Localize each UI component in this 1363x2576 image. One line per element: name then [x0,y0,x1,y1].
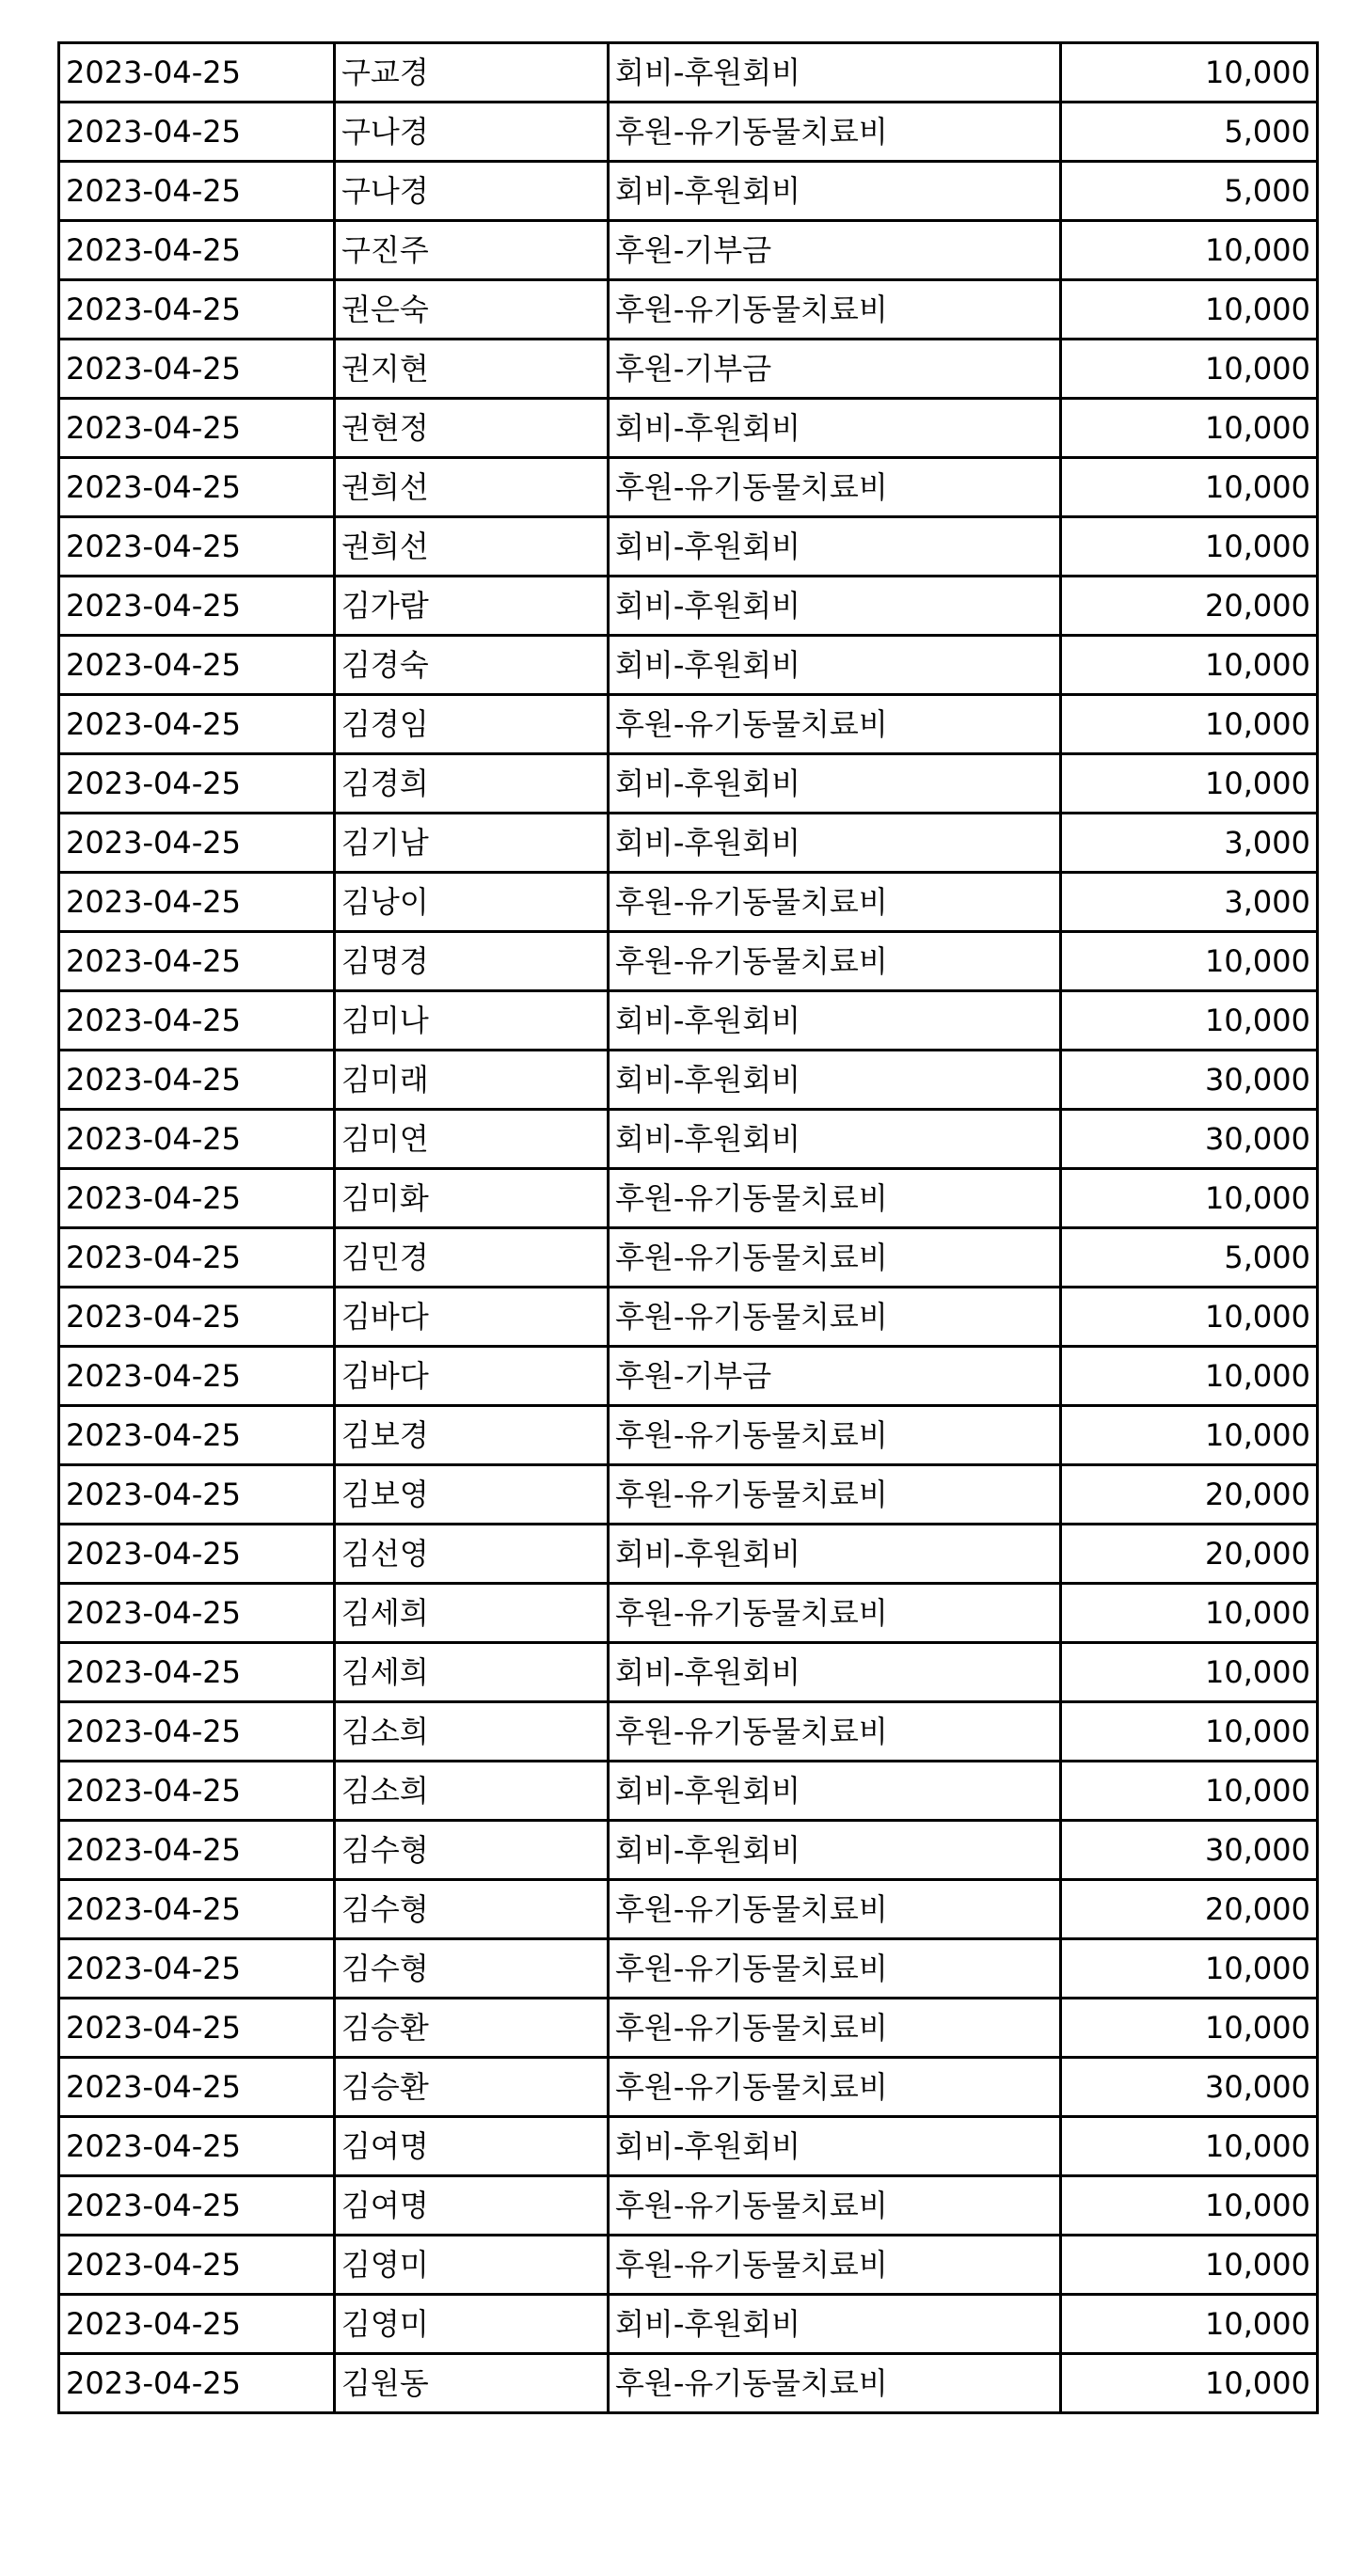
table-row [59,2058,1318,2117]
amount-cell: 10,000 [1061,2295,1318,2354]
donor-name-cell: 김수형 [335,1939,609,1999]
donor-name-cell: 김영미 [335,2295,609,2354]
category-cell: 회비-후원회비 [609,399,1061,458]
amount-cell: 3,000 [1061,814,1318,873]
category-cell: 후원-유기동물치료비 [609,103,1061,162]
category-cell: 후원-유기동물치료비 [609,2236,1061,2295]
amount-cell: 10,000 [1061,517,1318,577]
table-row [59,43,1318,103]
table-row [59,991,1318,1051]
table-row [59,1821,1318,1880]
donor-name-cell: 구나경 [335,103,609,162]
amount-cell: 10,000 [1061,280,1318,340]
date-cell: 2023-04-25 [59,458,335,517]
table-row [59,577,1318,636]
table-row [59,1110,1318,1169]
table-row [59,2295,1318,2354]
amount-cell: 10,000 [1061,1999,1318,2058]
donor-name-cell: 구진주 [335,221,609,280]
category-cell: 후원-유기동물치료비 [609,280,1061,340]
donor-name-cell: 권은숙 [335,280,609,340]
table-row [59,1880,1318,1939]
date-cell: 2023-04-25 [59,1051,335,1110]
table-row [59,517,1318,577]
amount-cell: 10,000 [1061,1169,1318,1228]
category-cell: 회비-후원회비 [609,754,1061,814]
amount-cell: 10,000 [1061,932,1318,991]
date-cell: 2023-04-25 [59,695,335,754]
category-cell: 후원-유기동물치료비 [609,1465,1061,1525]
table-row [59,399,1318,458]
table-row [59,280,1318,340]
date-cell: 2023-04-25 [59,43,335,103]
table-row [59,1406,1318,1465]
category-cell: 회비-후원회비 [609,636,1061,695]
category-cell: 회비-후원회비 [609,991,1061,1051]
amount-cell: 10,000 [1061,1584,1318,1643]
category-cell: 후원-유기동물치료비 [609,1702,1061,1762]
donor-name-cell: 구나경 [335,162,609,221]
amount-cell: 10,000 [1061,991,1318,1051]
date-cell: 2023-04-25 [59,2058,335,2117]
category-cell: 후원-유기동물치료비 [609,1999,1061,2058]
amount-cell: 10,000 [1061,43,1318,103]
donor-name-cell: 김수형 [335,1880,609,1939]
category-cell: 후원-기부금 [609,340,1061,399]
donor-name-cell: 김바다 [335,1288,609,1347]
category-cell: 후원-기부금 [609,1347,1061,1406]
donor-name-cell: 김경희 [335,754,609,814]
table-row [59,873,1318,932]
date-cell: 2023-04-25 [59,1584,335,1643]
date-cell: 2023-04-25 [59,1939,335,1999]
table-row [59,1643,1318,1702]
amount-cell: 30,000 [1061,1821,1318,1880]
table-row [59,1939,1318,1999]
amount-cell: 10,000 [1061,1406,1318,1465]
table-row [59,754,1318,814]
date-cell: 2023-04-25 [59,399,335,458]
date-cell: 2023-04-25 [59,1702,335,1762]
amount-cell: 10,000 [1061,2176,1318,2236]
donor-name-cell: 김경숙 [335,636,609,695]
table-row [59,695,1318,754]
date-cell: 2023-04-25 [59,2295,335,2354]
donor-name-cell: 김원동 [335,2354,609,2413]
date-cell: 2023-04-25 [59,577,335,636]
date-cell: 2023-04-25 [59,932,335,991]
amount-cell: 10,000 [1061,1762,1318,1821]
table-row [59,1051,1318,1110]
date-cell: 2023-04-25 [59,103,335,162]
amount-cell: 5,000 [1061,162,1318,221]
amount-cell: 10,000 [1061,2117,1318,2176]
date-cell: 2023-04-25 [59,2236,335,2295]
date-cell: 2023-04-25 [59,1169,335,1228]
donor-name-cell: 구교경 [335,43,609,103]
table-row [59,814,1318,873]
category-cell: 후원-유기동물치료비 [609,2176,1061,2236]
category-cell: 회비-후원회비 [609,1821,1061,1880]
donor-name-cell: 김소희 [335,1702,609,1762]
table-row [59,932,1318,991]
donor-name-cell: 김승환 [335,2058,609,2117]
donor-name-cell: 김선영 [335,1525,609,1584]
amount-cell: 3,000 [1061,873,1318,932]
donor-name-cell: 권희선 [335,517,609,577]
table-row [59,458,1318,517]
donor-name-cell: 김바다 [335,1347,609,1406]
amount-cell: 10,000 [1061,340,1318,399]
amount-cell: 10,000 [1061,399,1318,458]
category-cell: 회비-후원회비 [609,2117,1061,2176]
donor-name-cell: 김기남 [335,814,609,873]
amount-cell: 10,000 [1061,2354,1318,2413]
amount-cell: 30,000 [1061,1051,1318,1110]
date-cell: 2023-04-25 [59,1999,335,2058]
amount-cell: 10,000 [1061,1702,1318,1762]
donor-name-cell: 김미연 [335,1110,609,1169]
date-cell: 2023-04-25 [59,754,335,814]
donor-name-cell: 김명경 [335,932,609,991]
date-cell: 2023-04-25 [59,1288,335,1347]
date-cell: 2023-04-25 [59,1643,335,1702]
table-row [59,340,1318,399]
amount-cell: 30,000 [1061,1110,1318,1169]
category-cell: 회비-후원회비 [609,1643,1061,1702]
amount-cell: 20,000 [1061,1465,1318,1525]
category-cell: 후원-유기동물치료비 [609,695,1061,754]
category-cell: 회비-후원회비 [609,517,1061,577]
category-cell: 회비-후원회비 [609,43,1061,103]
donor-name-cell: 김민경 [335,1228,609,1288]
category-cell: 후원-유기동물치료비 [609,1584,1061,1643]
category-cell: 후원-유기동물치료비 [609,1880,1061,1939]
category-cell: 후원-유기동물치료비 [609,873,1061,932]
date-cell: 2023-04-25 [59,162,335,221]
date-cell: 2023-04-25 [59,636,335,695]
table-row [59,103,1318,162]
donor-name-cell: 김여명 [335,2117,609,2176]
donor-name-cell: 권현정 [335,399,609,458]
category-cell: 후원-유기동물치료비 [609,458,1061,517]
donor-name-cell: 김수형 [335,1821,609,1880]
category-cell: 후원-기부금 [609,221,1061,280]
donor-name-cell: 김보영 [335,1465,609,1525]
date-cell: 2023-04-25 [59,1762,335,1821]
amount-cell: 10,000 [1061,1643,1318,1702]
date-cell: 2023-04-25 [59,1525,335,1584]
category-cell: 후원-유기동물치료비 [609,932,1061,991]
category-cell: 후원-유기동물치료비 [609,1288,1061,1347]
date-cell: 2023-04-25 [59,1465,335,1525]
donor-name-cell: 김승환 [335,1999,609,2058]
category-cell: 회비-후원회비 [609,2295,1061,2354]
amount-cell: 10,000 [1061,754,1318,814]
table-row [59,1584,1318,1643]
date-cell: 2023-04-25 [59,517,335,577]
table-row [59,1347,1318,1406]
category-cell: 후원-유기동물치료비 [609,2354,1061,2413]
table-row [59,1999,1318,2058]
amount-cell: 20,000 [1061,1880,1318,1939]
amount-cell: 5,000 [1061,1228,1318,1288]
amount-cell: 10,000 [1061,458,1318,517]
amount-cell: 30,000 [1061,2058,1318,2117]
category-cell: 후원-유기동물치료비 [609,1228,1061,1288]
category-cell: 후원-유기동물치료비 [609,1406,1061,1465]
donor-name-cell: 김미화 [335,1169,609,1228]
table-row [59,636,1318,695]
date-cell: 2023-04-25 [59,1880,335,1939]
table-row [59,2236,1318,2295]
date-cell: 2023-04-25 [59,873,335,932]
table-row [59,1288,1318,1347]
donor-name-cell: 김세희 [335,1584,609,1643]
category-cell: 회비-후원회비 [609,1110,1061,1169]
table-row [59,1702,1318,1762]
donor-name-cell: 김낭이 [335,873,609,932]
table-row [59,1525,1318,1584]
category-cell: 회비-후원회비 [609,814,1061,873]
date-cell: 2023-04-25 [59,340,335,399]
category-cell: 후원-유기동물치료비 [609,2058,1061,2117]
donation-ledger-table [57,41,1319,2414]
table-row [59,1169,1318,1228]
date-cell: 2023-04-25 [59,2354,335,2413]
donor-name-cell: 권희선 [335,458,609,517]
amount-cell: 10,000 [1061,695,1318,754]
donor-name-cell: 김소희 [335,1762,609,1821]
amount-cell: 20,000 [1061,577,1318,636]
table-row [59,162,1318,221]
table-row [59,2117,1318,2176]
donor-name-cell: 김경임 [335,695,609,754]
amount-cell: 5,000 [1061,103,1318,162]
amount-cell: 10,000 [1061,1288,1318,1347]
table-row [59,1762,1318,1821]
donor-name-cell: 김보경 [335,1406,609,1465]
category-cell: 회비-후원회비 [609,162,1061,221]
table-row [59,1228,1318,1288]
date-cell: 2023-04-25 [59,1406,335,1465]
date-cell: 2023-04-25 [59,1228,335,1288]
amount-cell: 10,000 [1061,1347,1318,1406]
category-cell: 회비-후원회비 [609,1525,1061,1584]
donor-name-cell: 권지현 [335,340,609,399]
donor-name-cell: 김영미 [335,2236,609,2295]
donor-name-cell: 김미나 [335,991,609,1051]
date-cell: 2023-04-25 [59,991,335,1051]
date-cell: 2023-04-25 [59,2176,335,2236]
amount-cell: 10,000 [1061,221,1318,280]
date-cell: 2023-04-25 [59,814,335,873]
donor-name-cell: 김여명 [335,2176,609,2236]
date-cell: 2023-04-25 [59,1110,335,1169]
category-cell: 회비-후원회비 [609,1051,1061,1110]
amount-cell: 20,000 [1061,1525,1318,1584]
amount-cell: 10,000 [1061,2236,1318,2295]
category-cell: 후원-유기동물치료비 [609,1169,1061,1228]
date-cell: 2023-04-25 [59,1347,335,1406]
category-cell: 회비-후원회비 [609,577,1061,636]
date-cell: 2023-04-25 [59,1821,335,1880]
donor-name-cell: 김미래 [335,1051,609,1110]
amount-cell: 10,000 [1061,636,1318,695]
table-row [59,2176,1318,2236]
category-cell: 후원-유기동물치료비 [609,1939,1061,1999]
amount-cell: 10,000 [1061,1939,1318,1999]
ledger-body [59,43,1318,2413]
table-row [59,221,1318,280]
donor-name-cell: 김가람 [335,577,609,636]
date-cell: 2023-04-25 [59,221,335,280]
date-cell: 2023-04-25 [59,2117,335,2176]
category-cell: 회비-후원회비 [609,1762,1061,1821]
table-row [59,1465,1318,1525]
date-cell: 2023-04-25 [59,280,335,340]
donor-name-cell: 김세희 [335,1643,609,1702]
table-row [59,2354,1318,2413]
